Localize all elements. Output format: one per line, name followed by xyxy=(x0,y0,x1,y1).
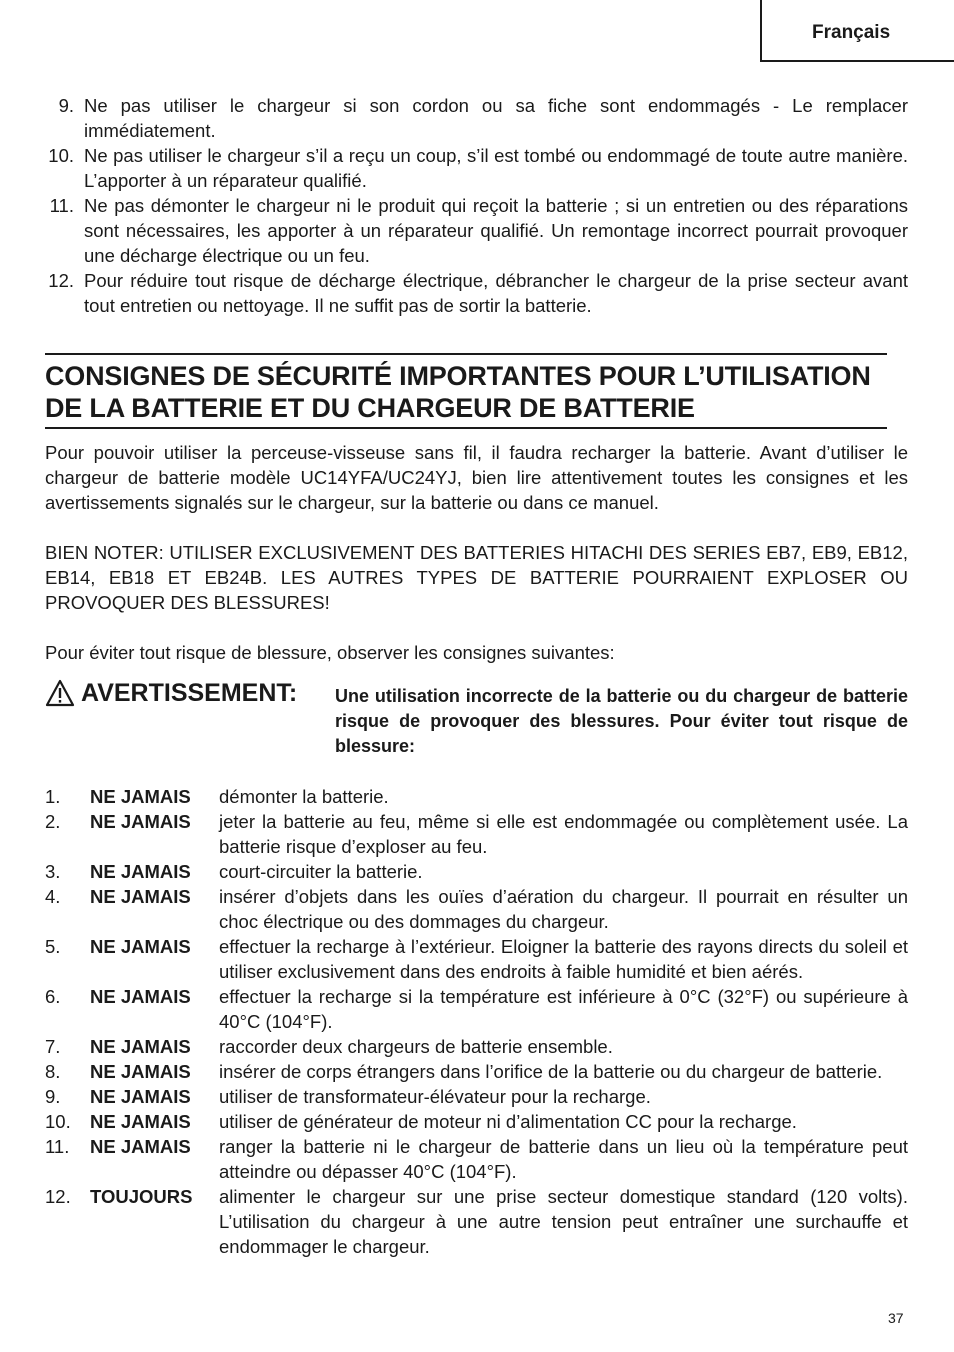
battery-notice: BIEN NOTER: UTILISER EXCLUSIVEMENT DES BATTERIES HITACHI DES SERIES EB7, EB9, EB12, EB14, EB18 ET EB24B. LES AUTRES TYPES DE BATTERIE POURRAIENT EXPLOSER OU PROVOQUER DES BLESSURES! xyxy=(45,542,908,613)
rule-number: 9. xyxy=(45,1086,61,1107)
rule-number: 7. xyxy=(45,1036,61,1057)
rule-number: 11. xyxy=(45,1136,70,1157)
rule-keyword: NE JAMAIS xyxy=(90,1086,191,1107)
rule-row xyxy=(45,934,908,984)
rule-text: raccorder deux chargeurs de batterie ensemble. xyxy=(219,1036,613,1057)
section-heading-line-1: CONSIGNES DE SÉCURITÉ IMPORTANTES POUR L’UTILISATION xyxy=(45,361,871,391)
rule-keyword: NE JAMAIS xyxy=(90,986,191,1007)
item-number: 9. xyxy=(58,95,74,116)
rule-number: 8. xyxy=(45,1061,61,1082)
rule-text: insérer d’objets dans les ouïes d’aération du chargeur. Il pourrait en résulter un choc électrique ou des dommages du chargeur. xyxy=(219,886,908,932)
section-heading-line-2: DE LA BATTERIE ET DU CHARGEUR DE BATTERIE xyxy=(45,393,695,423)
heading-top-rule xyxy=(45,353,887,355)
rule-keyword: NE JAMAIS xyxy=(90,936,191,957)
language-tab xyxy=(760,0,954,62)
rule-number: 10. xyxy=(45,1111,71,1132)
list-item xyxy=(40,268,908,318)
rule-row xyxy=(45,1084,908,1109)
rule-number: 3. xyxy=(45,861,61,882)
rule-row xyxy=(45,809,908,859)
rule-text: ranger la batterie ni le chargeur de batterie dans un lieu où la température peut atteindre ou dépasser 40°C (104°F). xyxy=(219,1136,908,1182)
rule-text: effectuer la recharge si la température est inférieure à 0°C (32°F) ou supérieure à 40°C (104°F). xyxy=(219,986,908,1032)
rule-row xyxy=(45,1109,908,1134)
rule-keyword: NE JAMAIS xyxy=(90,1136,191,1157)
rule-row xyxy=(45,1059,908,1084)
list-item xyxy=(40,93,908,143)
rule-keyword: NE JAMAIS xyxy=(90,1061,191,1082)
intro-paragraph: Pour pouvoir utiliser la perceuse-visseuse sans fil, il faudra recharger la batterie. Avant d’utiliser le chargeur de batterie modèle UC14YFA/UC24YJ, bien lire attentivement toutes les consignes et les avertissements signalés sur le chargeur, sur la batterie ou dans ce manuel. xyxy=(45,442,908,513)
rule-row xyxy=(45,1134,908,1184)
rule-text: court-circuiter la batterie. xyxy=(219,861,423,882)
rule-text: insérer de corps étrangers dans l’orifice de la batterie ou du chargeur de batterie. xyxy=(219,1061,883,1082)
rule-keyword: NE JAMAIS xyxy=(90,811,191,832)
rule-row xyxy=(45,1034,908,1059)
item-text: Ne pas utiliser le chargeur si son cordon ou sa fiche sont endommagés - Le remplacer immédiatement. xyxy=(84,95,908,141)
rule-text: alimenter le chargeur sur une prise secteur domestique standard (120 volts). L’utilisation du chargeur à une autre tension peut entraîner une surchauffe et endommager le chargeur. xyxy=(219,1186,908,1257)
item-text: Ne pas démonter le chargeur ni le produit qui reçoit la batterie ; si un entretien ou des réparations sont nécessaires, les apporter à un réparateur qualifié. Un remontage incorrect pourrait provoquer une décharge électrique ou un feu. xyxy=(84,195,908,266)
item-number: 11. xyxy=(49,195,74,216)
rule-number: 12. xyxy=(45,1186,71,1207)
rule-text: effectuer la recharge à l’extérieur. Eloigner la batterie des rayons directs du soleil et utiliser exclusivement dans des endroits à faible humidité et bien aérés. xyxy=(219,936,908,982)
section-heading xyxy=(45,360,925,424)
rule-number: 1. xyxy=(45,786,61,807)
battery-rules-list xyxy=(45,784,908,1259)
warning-text: Une utilisation incorrecte de la batterie ou du chargeur de batterie risque de provoquer des blessures. Pour éviter tout risque de blessure: xyxy=(335,686,908,756)
charger-safety-list xyxy=(40,93,908,318)
item-text: Pour réduire tout risque de décharge électrique, débrancher le chargeur de la prise secteur avant tout entretien ou nettoyage. Il ne suffit pas de sortir la batterie. xyxy=(84,270,908,316)
rule-number: 2. xyxy=(45,811,61,832)
rule-text: jeter la batterie au feu, même si elle est endommagée ou complètement usée. La batterie risque d’exploser au feu. xyxy=(219,811,908,857)
rule-keyword: NE JAMAIS xyxy=(90,786,191,807)
item-text: Ne pas utiliser le chargeur s’il a reçu un coup, s’il est tombé ou endommagé de toute autre manière. L’apporter à un réparateur qualifié. xyxy=(84,145,908,191)
language-label: Français xyxy=(812,22,891,43)
list-item xyxy=(40,193,908,268)
rule-keyword: NE JAMAIS xyxy=(90,861,191,882)
list-item xyxy=(40,143,908,193)
item-number: 10. xyxy=(48,145,74,166)
rule-number: 6. xyxy=(45,986,61,1007)
avoid-injury-text: Pour éviter tout risque de blessure, observer les consignes suivantes: xyxy=(45,642,615,663)
rule-text: utiliser de générateur de moteur ni d’alimentation CC pour la recharge. xyxy=(219,1111,797,1132)
warning-triangle-icon xyxy=(45,679,75,707)
rule-number: 5. xyxy=(45,936,61,957)
rule-number: 4. xyxy=(45,886,61,907)
rule-keyword: NE JAMAIS xyxy=(90,1111,191,1132)
heading-bottom-rule xyxy=(45,427,887,429)
rule-row xyxy=(45,784,908,809)
rule-text: démonter la batterie. xyxy=(219,786,389,807)
rule-text: utiliser de transformateur-élévateur pour la recharge. xyxy=(219,1086,651,1107)
warning-heading xyxy=(45,678,297,708)
rule-row xyxy=(45,984,908,1034)
page-number: 37 xyxy=(888,1310,904,1326)
rule-keyword: TOUJOURS xyxy=(90,1186,193,1207)
item-number: 12. xyxy=(48,270,74,291)
warning-title: AVERTISSEMENT: xyxy=(81,679,298,707)
rule-row xyxy=(45,1184,908,1259)
rule-row xyxy=(45,884,908,934)
rule-keyword: NE JAMAIS xyxy=(90,1036,191,1057)
rule-row xyxy=(45,859,908,884)
rule-keyword: NE JAMAIS xyxy=(90,886,191,907)
